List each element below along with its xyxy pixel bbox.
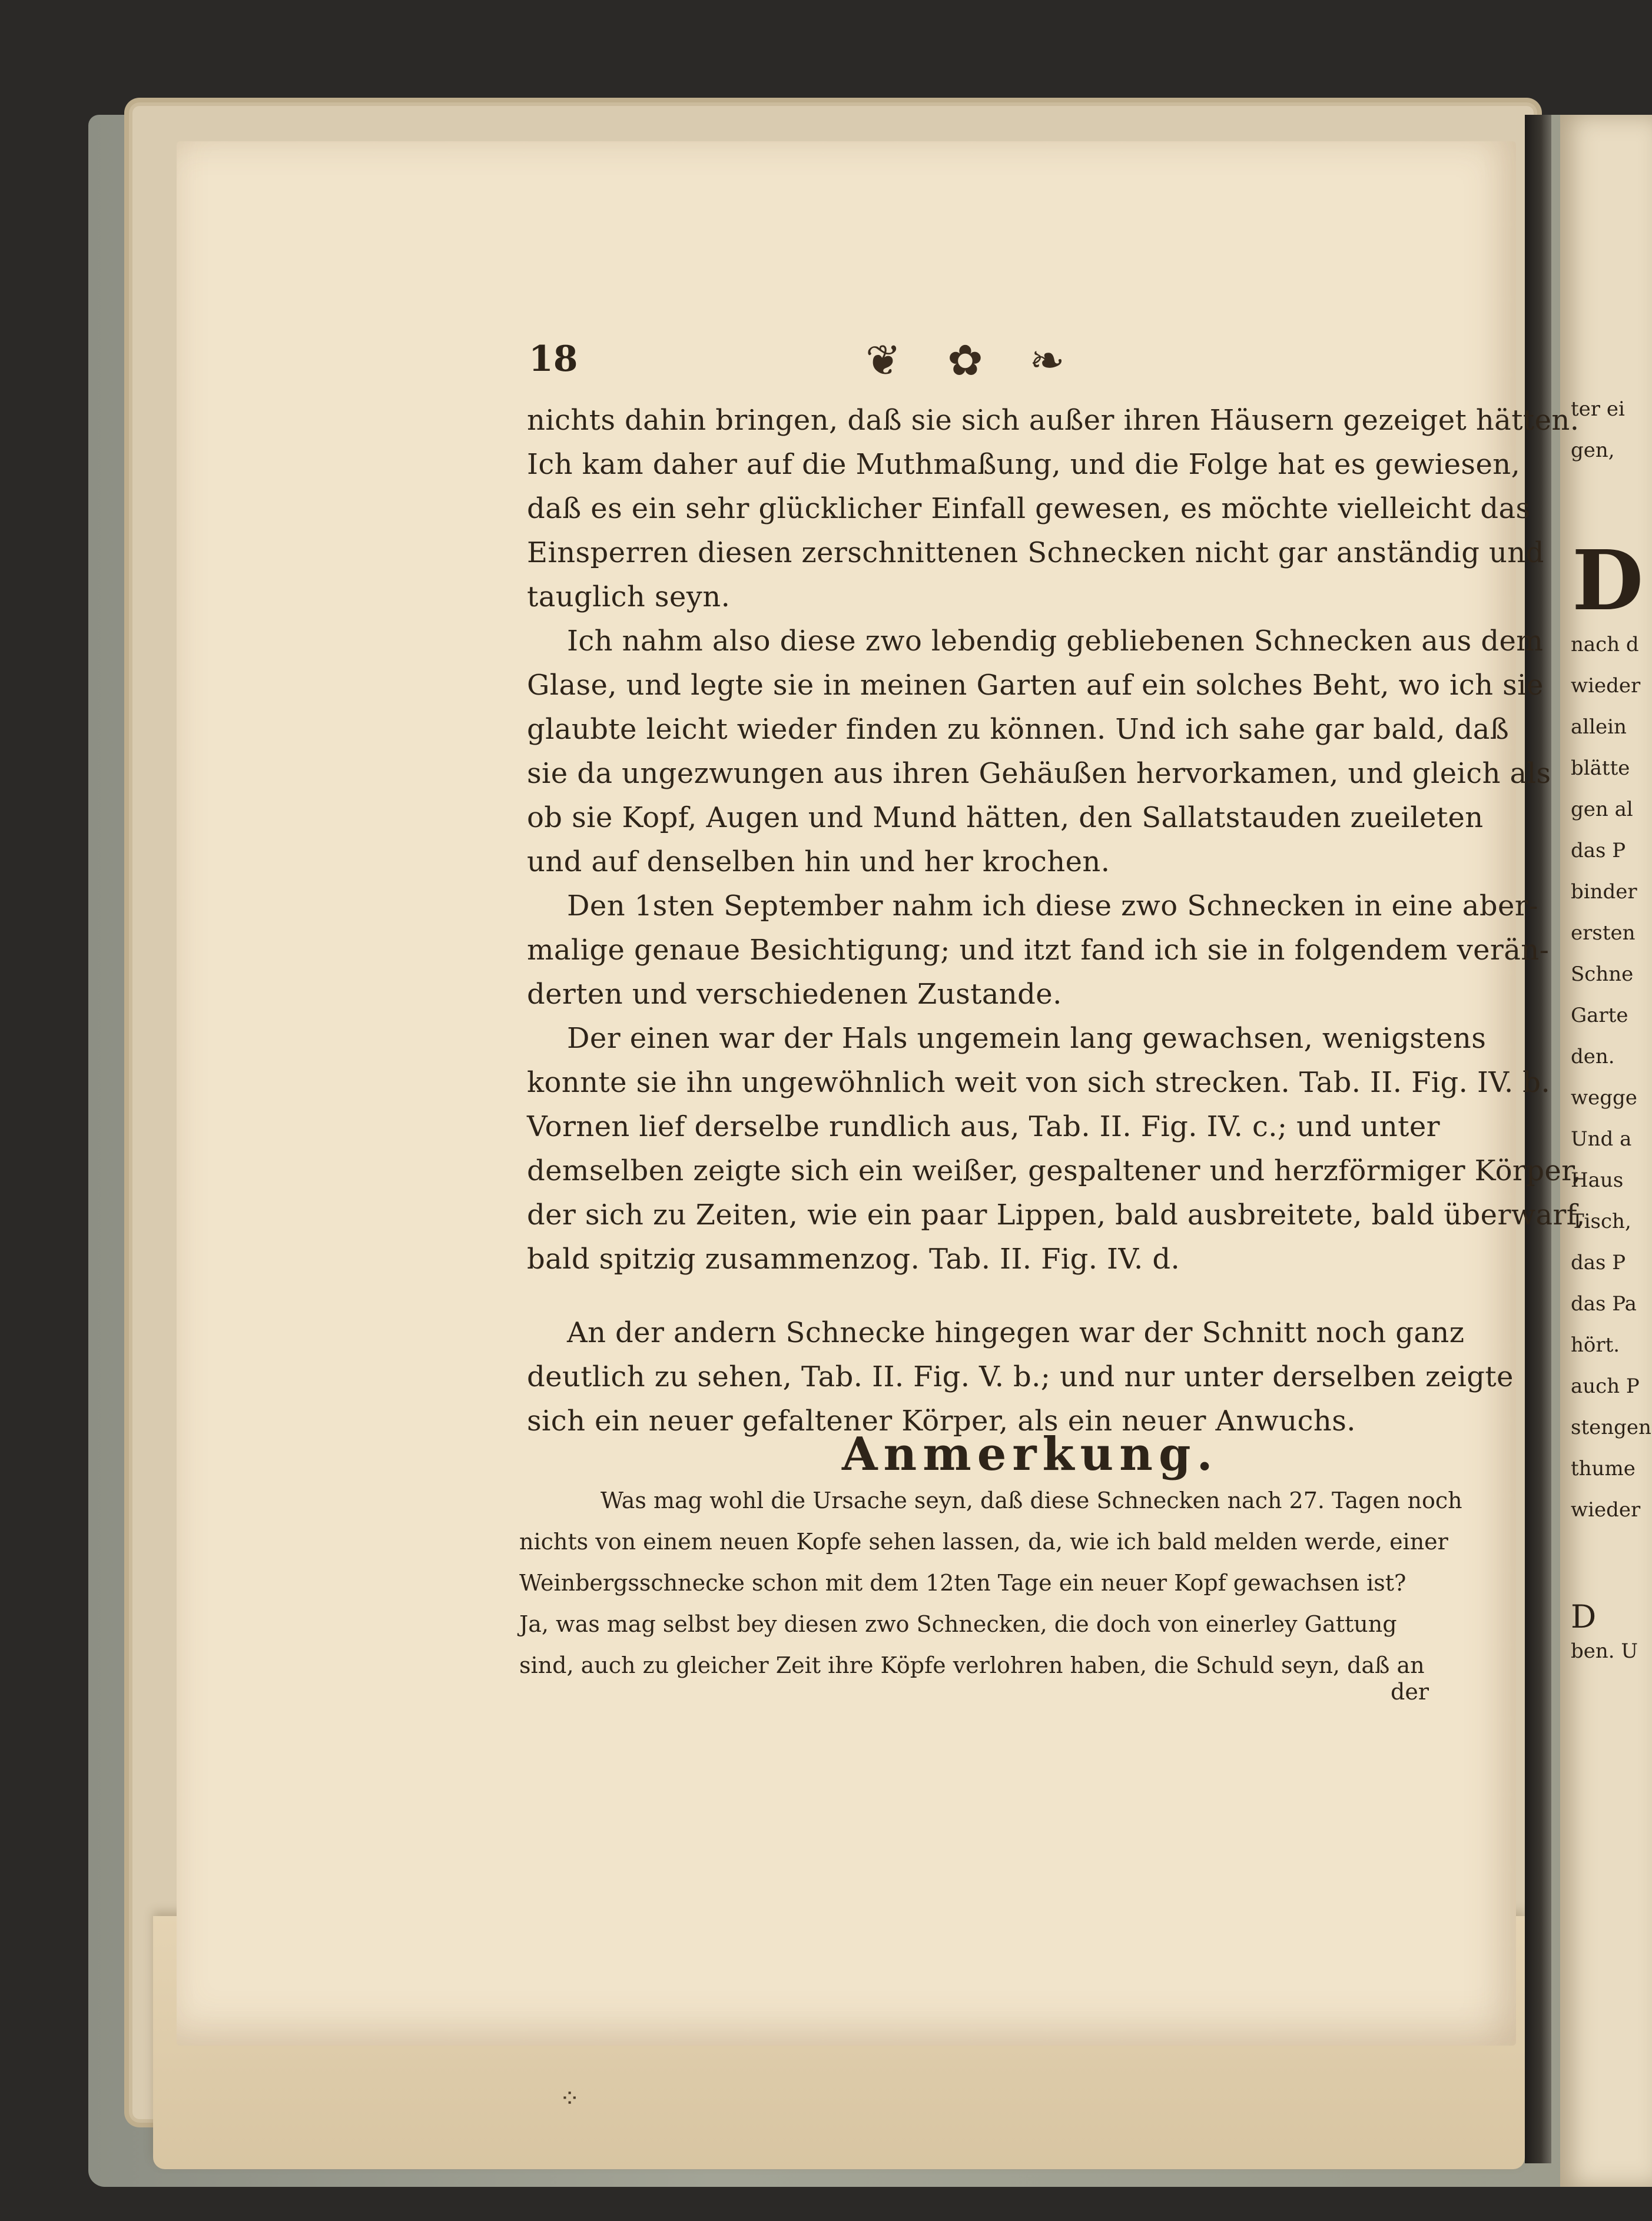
next-page-line: thume	[1571, 1457, 1636, 1480]
next-page-line: Schne	[1571, 962, 1634, 986]
footnote-line: sind, auch zu gleicher Zeit ihre Köpfe verlohren haben, die Schuld seyn, daß an	[519, 1652, 1425, 1678]
footnote-line: Was mag wohl die Ursache seyn, daß diese Schnecken nach 27. Tagen noch	[601, 1488, 1462, 1513]
next-page-line: den.	[1571, 1045, 1615, 1068]
body-line: Einsperren diesen zerschnittenen Schnecken nicht gar anständig und	[527, 536, 1544, 569]
next-page-line: das P	[1571, 839, 1626, 862]
body-line: sie da ungezwungen aus ihren Gehäußen hervorkamen, und gleich als	[527, 757, 1551, 790]
body-line: tauglich seyn.	[527, 580, 731, 613]
next-page-line: Haus	[1571, 1168, 1624, 1192]
body-line: bald spitzig zusammenzog. Tab. II. Fig. IV. d.	[527, 1243, 1180, 1276]
body-line: Glase, und legte sie in meinen Garten auf ein solches Beht, wo ich sie	[527, 669, 1544, 702]
body-line: glaubte leicht wieder finden zu können. Und ich sahe gar bald, daß	[527, 713, 1510, 746]
header-ornament-icon: ❦ ✿ ❧	[865, 336, 1082, 385]
next-page-line: Und a	[1571, 1127, 1632, 1151]
next-page-line: ben. U	[1571, 1639, 1638, 1663]
footnote-line: Ja, was mag selbst bey diesen zwo Schnecken, die doch von einerley Gattung	[519, 1611, 1397, 1637]
body-line: der sich zu Zeiten, wie ein paar Lippen, bald ausbreitete, bald überwarf,	[527, 1199, 1585, 1231]
body-line: malige genaue Besichtigung; und itzt fand ich sie in folgendem verän-	[527, 934, 1550, 967]
next-page-line: auch P	[1571, 1375, 1640, 1398]
next-page-line: binder	[1571, 880, 1637, 904]
next-page-line: allein	[1571, 715, 1627, 739]
body-line: Ich kam daher auf die Muthmaßung, und die Folge hat es gewiesen,	[527, 448, 1521, 481]
flap-mark: ⁘	[559, 2084, 583, 2113]
body-line: Ich nahm also diese zwo lebendig gebliebenen Schnecken aus dem	[567, 625, 1544, 658]
body-line: sich ein neuer gefaltener Körper, als ein neuer Anwuchs.	[527, 1405, 1356, 1437]
page-number: 18	[529, 338, 578, 380]
section-heading: Anmerkung.	[842, 1427, 1219, 1481]
next-page-line: hört.	[1571, 1333, 1620, 1357]
body-line: Vornen lief derselbe rundlich aus, Tab. II. Fig. IV. c.; und unter	[527, 1110, 1441, 1143]
catchword: der	[1391, 1679, 1429, 1705]
next-page-initial: D	[1572, 533, 1644, 629]
next-page-line: gen,	[1571, 439, 1615, 462]
next-page-line: nach d	[1571, 633, 1639, 656]
next-page-line: ter ei	[1571, 397, 1625, 421]
body-line: demselben zeigte sich ein weißer, gespaltener und herzförmiger Körper,	[527, 1154, 1581, 1187]
body-line: nichts dahin bringen, daß sie sich außer ihren Häusern gezeiget hätten.	[527, 404, 1580, 437]
next-page-line: das P	[1571, 1251, 1626, 1274]
next-page-line: Tisch,	[1571, 1210, 1631, 1233]
body-line: Der einen war der Hals ungemein lang gewachsen, wenigstens	[567, 1022, 1487, 1055]
footnote-line: Weinbergsschnecke schon mit dem 12ten Tage ein neuer Kopf gewachsen ist?	[519, 1570, 1406, 1596]
footnote-line: nichts von einem neuen Kopfe sehen lassen, da, wie ich bald melden werde, einer	[519, 1529, 1448, 1555]
body-line: konnte sie ihn ungewöhnlich weit von sich strecken. Tab. II. Fig. IV. b.	[527, 1066, 1551, 1099]
body-line: derten und verschiedenen Zustande.	[527, 978, 1062, 1011]
body-line: daß es ein sehr glücklicher Einfall gewesen, es möchte vielleicht das	[527, 492, 1531, 525]
body-line: Den 1sten September nahm ich diese zwo Schnecken in eine aber-	[567, 889, 1538, 922]
next-page-line: blätte	[1571, 756, 1630, 780]
body-line: ob sie Kopf, Augen und Mund hätten, den Sallatstauden zueileten	[527, 801, 1484, 834]
next-page-line: wegge	[1571, 1086, 1637, 1110]
next-page-line: Garte	[1571, 1004, 1628, 1027]
body-line: deutlich zu sehen, Tab. II. Fig. V. b.; und nur unter derselben zeigte	[527, 1360, 1514, 1393]
body-line: und auf denselben hin und her krochen.	[527, 845, 1110, 878]
body-line: An der andern Schnecke hingegen war der Schnitt noch ganz	[567, 1316, 1465, 1349]
next-page-line: stengen	[1571, 1416, 1651, 1439]
next-page-line: ersten	[1571, 921, 1636, 945]
next-page-line: gen al	[1571, 798, 1633, 821]
next-page-line: D	[1571, 1598, 1597, 1635]
next-page-line: wieder	[1571, 674, 1641, 698]
next-page-line: das Pa	[1571, 1292, 1637, 1316]
next-page-line: wieder	[1571, 1498, 1641, 1522]
